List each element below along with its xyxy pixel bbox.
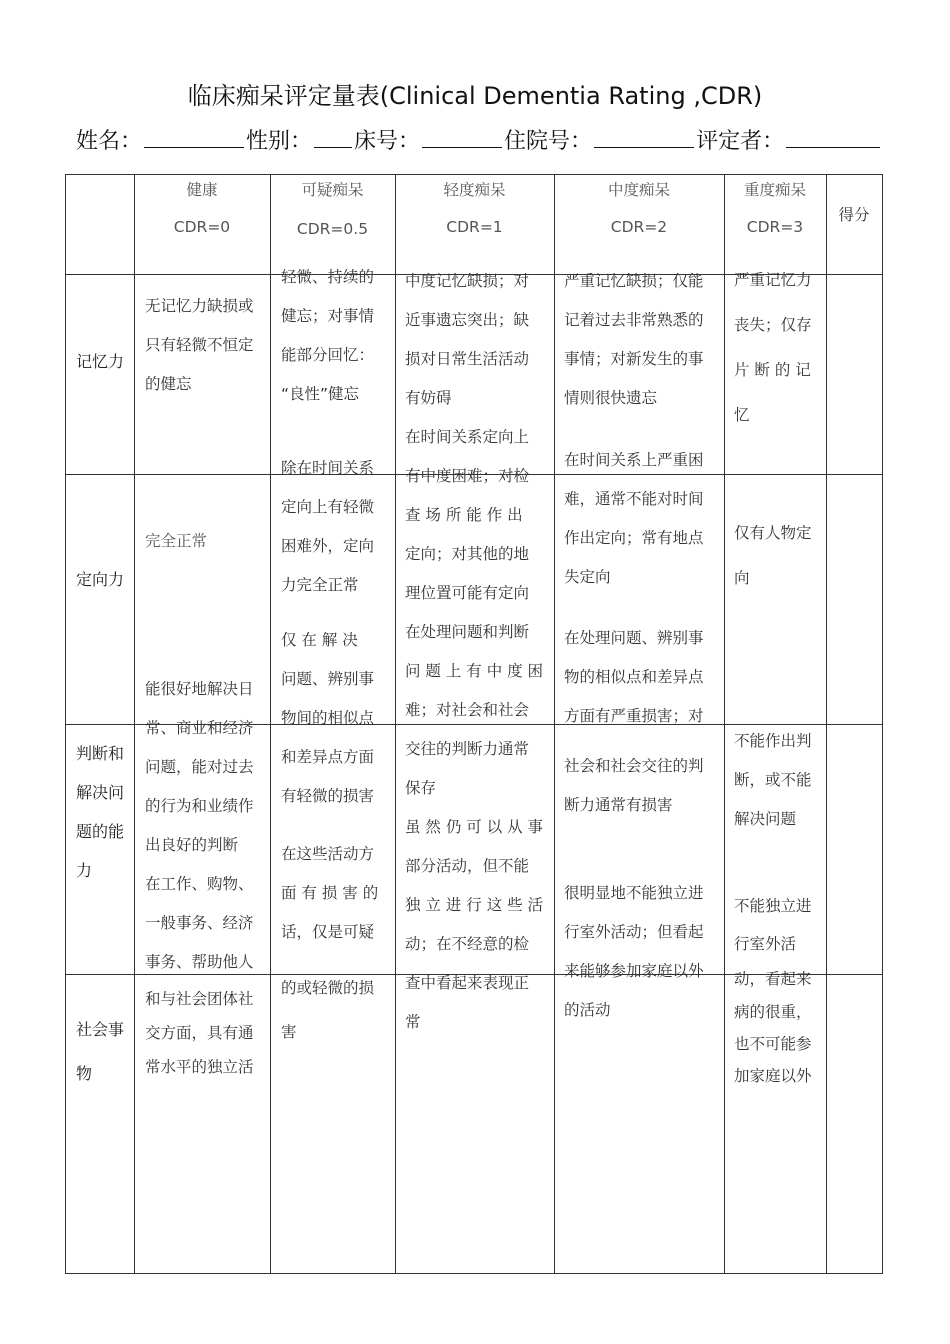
col-divider xyxy=(134,174,135,1274)
cell-line: 行室外活 xyxy=(734,935,797,953)
header-label: 重度痴呆 xyxy=(743,181,806,199)
cell-line: 查中看起来表现正 xyxy=(405,974,530,992)
cell-line: 记着过去非常熟悉的 xyxy=(564,311,704,329)
cell-line: 病的很重， xyxy=(734,1003,812,1021)
cell-line: 丧失；仅存 xyxy=(734,316,812,334)
cell-line: 失定向 xyxy=(564,568,611,586)
cell-line: 加家庭以外 xyxy=(734,1067,812,1085)
row-label-community xyxy=(76,1008,124,1096)
col-divider xyxy=(554,174,555,1274)
cell-gap xyxy=(281,816,378,835)
cell-line: 动，看起来 xyxy=(734,970,812,988)
cell-line: 在工作、购物、 xyxy=(145,875,254,893)
cell-gap xyxy=(564,418,704,441)
cell-questionable-flow xyxy=(281,258,378,1054)
cell-line: 交往的判断力通常 xyxy=(405,740,530,758)
cell-line: 话，仅是可疑 xyxy=(281,923,375,941)
header-label: 健康 xyxy=(186,181,218,199)
cell-gap xyxy=(281,414,378,449)
header-cdr: CDR=0 xyxy=(173,218,231,236)
cell-gap xyxy=(734,601,812,722)
cell-line: 无记忆力缺损或 xyxy=(145,297,254,315)
header-cdr: CDR=2 xyxy=(610,218,668,236)
header-score: 得分 xyxy=(838,206,870,224)
cell-line: 不能作出判 xyxy=(734,732,812,750)
cell-line: 忆 xyxy=(734,406,750,424)
cell-line: 困难外，定向 xyxy=(281,537,375,555)
table-border-bottom xyxy=(65,1273,883,1274)
admission-label: 住院号： xyxy=(504,129,593,154)
cell-line: 严重记忆缺损；仅能 xyxy=(564,272,704,290)
cell-gap xyxy=(734,839,812,887)
cell-line: 严重记忆力 xyxy=(734,271,812,289)
header-label: 可疑痴呆 xyxy=(301,181,364,199)
cell-line: 情则很快遗忘 xyxy=(564,389,658,407)
cell-line: 虽 然 仍 可 以 从 事 xyxy=(405,818,544,836)
cell-line: 仅有人物定 xyxy=(734,524,812,542)
cell-severe-flow xyxy=(734,258,812,1092)
cell-line: 损对日常生活活动 xyxy=(405,350,530,368)
cell-line: 健忘；对事情 xyxy=(281,307,375,325)
cell-line: 解决问题 xyxy=(734,810,797,828)
cell-line: 面 有 损 害 的 xyxy=(281,884,379,902)
cell-line: 的活动 xyxy=(564,1001,611,1019)
header-cdr: CDR=3 xyxy=(746,218,804,236)
cell-line: 难，通常不能对时间 xyxy=(564,490,704,508)
cell-line: 在处理问题、辨别事 xyxy=(564,629,704,647)
cell-line: 来能够参加家庭以外 xyxy=(564,962,704,980)
cell-line: 事务、帮助他人 xyxy=(145,953,254,971)
cell-line: 的行为和业绩作 xyxy=(145,797,254,815)
row-label-orientation: 定向力 xyxy=(76,570,125,589)
name-label: 姓名： xyxy=(76,129,143,154)
cell-line: 有中度困难；对检 xyxy=(405,467,530,485)
cell-line: 在时间关系上严重困 xyxy=(564,451,704,469)
cell-line: 事情；对新发生的事 xyxy=(564,350,704,368)
cell-line: 独 立 进 行 这 些 活 xyxy=(405,896,544,914)
document-title: 临床痴呆评定量表(Clinical Dementia Rating ,CDR) xyxy=(187,82,763,110)
cell-line: “良性”健忘 xyxy=(281,385,360,403)
cell-healthy-memory xyxy=(145,287,254,404)
cell-line: 问题、辨别事 xyxy=(281,670,375,688)
header-moderate xyxy=(554,178,724,236)
cell-line: 定向；对其他的地 xyxy=(405,545,530,563)
cell-line: 社会和社会交往的判 xyxy=(564,757,704,775)
cell-line: 轻微、持续的 xyxy=(281,268,375,286)
cell-line: 的健忘 xyxy=(145,375,192,393)
cell-line: 在处理问题和判断 xyxy=(405,623,530,641)
cell-gap xyxy=(281,952,378,966)
cell-line: 中度记忆缺损；对 xyxy=(405,272,530,290)
row-label-judgment xyxy=(76,734,124,890)
cell-line: 能很好地解决日 xyxy=(145,680,254,698)
cell-line: 的或轻微的损 xyxy=(281,979,375,997)
cell-line: 在这些活动方 xyxy=(281,845,375,863)
cell-line: 物间的相似点 xyxy=(281,709,375,727)
row-label-line: 判断和 xyxy=(76,744,125,763)
col-divider xyxy=(65,174,66,1274)
row-label-line: 物 xyxy=(76,1064,93,1083)
cell-line: 难；对社会和社会 xyxy=(405,701,530,719)
cell-gap xyxy=(281,605,378,621)
cell-mild-flow xyxy=(405,262,543,1042)
cell-healthy-orientation: 完全正常 xyxy=(145,532,208,550)
cell-gap xyxy=(564,597,704,619)
bed-label: 床号： xyxy=(354,129,421,154)
cell-line: 片 断 的 记 xyxy=(734,361,811,379)
cell-line: 不能独立进 xyxy=(734,897,812,915)
row-label-line: 题的能 xyxy=(76,822,125,841)
rater-label: 评定者： xyxy=(696,129,785,154)
row-label-line: 解决问 xyxy=(76,783,125,802)
cell-line: 部分活动，但不能 xyxy=(405,857,530,875)
header-cdr: CDR=1 xyxy=(446,218,503,236)
cell-line: 很明显地不能独立进 xyxy=(564,884,704,902)
col-divider xyxy=(724,174,725,1274)
header-cdr: CDR=0.5 xyxy=(296,220,369,238)
header-severe xyxy=(724,178,826,236)
cell-line: 有妨碍 xyxy=(405,389,452,407)
table-border-right xyxy=(882,174,883,1274)
cell-line: 近事遗忘突出；缺 xyxy=(405,311,530,329)
col-divider xyxy=(826,174,827,1274)
cell-line: 向 xyxy=(734,569,750,587)
row-label-memory: 记忆力 xyxy=(76,352,125,371)
cell-healthy-flow xyxy=(145,670,254,1084)
row-label-line: 力 xyxy=(76,861,93,880)
header-label: 轻度痴呆 xyxy=(443,181,506,199)
cell-line: 作出定向；常有地点 xyxy=(564,529,704,547)
cell-line: 只有轻微不恒定 xyxy=(145,336,254,354)
cell-line: 保存 xyxy=(405,779,437,797)
cell-line: 害 xyxy=(281,1023,297,1041)
cell-line: 有轻微的损害 xyxy=(281,787,375,805)
cell-line: 也不可能参 xyxy=(734,1035,812,1053)
cell-moderate-flow xyxy=(564,262,704,1030)
table-border-top xyxy=(65,174,883,175)
cell-line: 问 题 上 有 中 度 困 xyxy=(405,662,544,680)
col-divider xyxy=(270,174,271,1274)
cell-line: 能部分回忆： xyxy=(281,346,375,364)
header-mild xyxy=(395,178,554,236)
cell-line: 在时间关系定向上 xyxy=(405,428,530,446)
row-label-line: 社会事 xyxy=(76,1020,125,1039)
cell-line: 断力通常有损害 xyxy=(564,796,673,814)
cell-line: 方面有严重损害；对 xyxy=(564,707,704,725)
cell-gap xyxy=(564,736,704,747)
cell-line: 常、商业和经济 xyxy=(145,719,254,737)
cell-line: 物的相似点和差异点 xyxy=(564,668,704,686)
sex-label: 性别： xyxy=(246,129,313,154)
cell-line: 问题，能对过去 xyxy=(145,758,254,776)
cell-line: 仅 在 解 决 xyxy=(281,631,358,649)
cell-gap xyxy=(734,438,812,511)
header-label: 中度痴呆 xyxy=(607,181,670,199)
cell-line: 定向上有轻微 xyxy=(281,498,375,516)
header-questionable xyxy=(270,178,395,238)
cell-line: 和差异点方面 xyxy=(281,748,375,766)
cell-line: 除在时间关系 xyxy=(281,459,375,477)
cell-line: 行室外活动；但看起 xyxy=(564,923,704,941)
cell-line: 和与社会团体社 xyxy=(145,990,254,1008)
cell-line: 常水平的独立活 xyxy=(145,1058,254,1076)
cell-line: 断，或不能 xyxy=(734,771,812,789)
cell-line: 查 场 所 能 作 出 xyxy=(405,506,523,524)
cell-line: 出良好的判断 xyxy=(145,836,239,854)
cell-gap xyxy=(564,825,704,874)
cell-line: 力完全正常 xyxy=(281,576,359,594)
header-healthy xyxy=(134,178,270,236)
col-divider xyxy=(395,174,396,1274)
cell-line: 常 xyxy=(405,1013,421,1031)
cell-line: 交方面，具有通 xyxy=(145,1024,254,1042)
cell-line: 一般事务、经济 xyxy=(145,914,254,932)
cell-line: 理位置可能有定向 xyxy=(405,584,530,602)
cell-line: 动；在不经意的检 xyxy=(405,935,530,953)
